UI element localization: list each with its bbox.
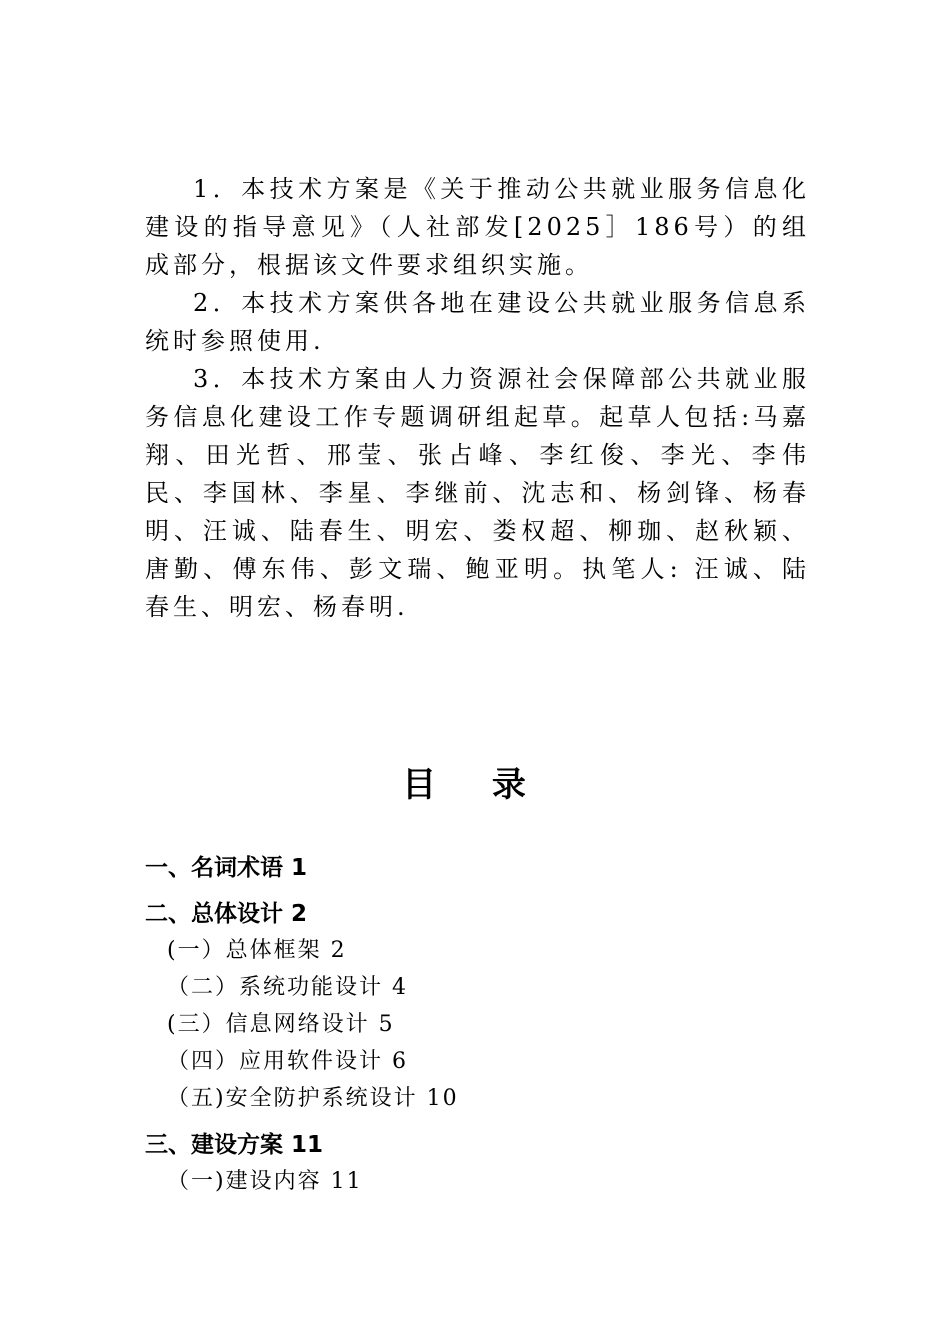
notes-section bbox=[145, 170, 810, 626]
toc-entry[interactable]: (一）总体框架 2 bbox=[167, 938, 347, 963]
note-1: 1．本技术方案是《关于推动公共就业服务信息化建设的指导意见》（人社部发[2025］186号）的组成部分，根据该文件要求组织实施。 bbox=[145, 175, 810, 279]
toc-entry[interactable]: （四）应用软件设计 6 bbox=[167, 1049, 408, 1074]
table-of-contents bbox=[145, 850, 805, 1200]
toc-section-heading[interactable]: 二、总体设计 2 bbox=[145, 901, 308, 927]
note-3: 3．本技术方案由人力资源社会保障部公共就业服务信息化建设工作专题调研组起草。起草人包括:马嘉翔、田光哲、邢莹、张占峰、李红俊、李光、李伟民、李国林、李星、李继前、沈志和、杨剑锋、杨春明、汪诚、陆春生、明宏、娄权超、柳珈、赵秋颖、唐勤、傅东伟、彭文瑞、鲍亚明。执笔人: 汪诚、陆春生、明宏、杨春明. bbox=[145, 365, 810, 621]
toc-section-heading[interactable]: 一、名词术语 1 bbox=[145, 855, 308, 881]
toc-section-heading[interactable]: 三、建设方案 11 bbox=[145, 1132, 324, 1158]
toc-title: 目 录 bbox=[402, 765, 548, 805]
note-2: 2．本技术方案供各地在建设公共就业服务信息系统时参照使用. bbox=[145, 289, 810, 355]
toc-entry[interactable]: （二）系统功能设计 4 bbox=[167, 975, 408, 1000]
toc-entry[interactable]: (三）信息网络设计 5 bbox=[167, 1012, 395, 1037]
toc-entry[interactable]: （五)安全防护系统设计 10 bbox=[167, 1086, 459, 1111]
toc-entry[interactable]: （一)建设内容 11 bbox=[167, 1169, 363, 1194]
